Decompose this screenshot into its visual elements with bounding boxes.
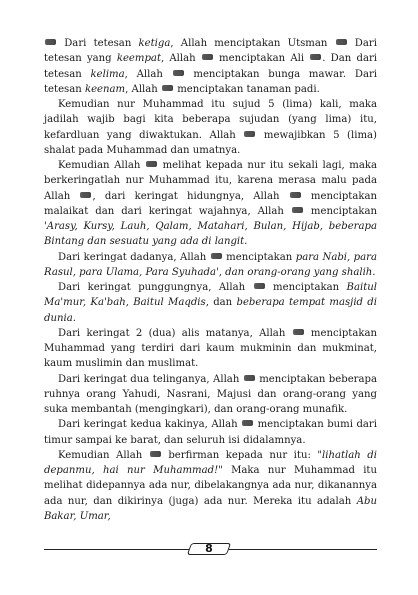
paragraph [44, 372, 377, 418]
honorific-glyph-icon [146, 161, 157, 167]
text-run: Dari keringat 2 (dua) alis matanya, Allah [58, 327, 292, 339]
honorific-glyph-icon [292, 207, 303, 213]
text-run: Kemudian nur Muhammad itu sujud 5 (lima) kali, maka jadilah wajib bagi kita beberapa sujudan (yang lima) itu, kefardluan yang diwaktukan. Allah [44, 99, 377, 141]
text-run: Kemudian Allah [58, 449, 149, 461]
honorific-glyph-icon [162, 85, 173, 91]
text-run: menciptakan [265, 282, 347, 293]
text-run: menciptakan [222, 251, 296, 263]
paragraph [44, 417, 377, 448]
text-run: Kemudian Allah [58, 160, 145, 171]
text-run: berfirman kepada nur itu: [161, 449, 318, 461]
text-run: menciptakan malaikat dan dari keringat wajahnya, Allah [44, 190, 377, 217]
paragraph [44, 250, 377, 281]
text-run: , Allah [125, 83, 162, 95]
honorific-glyph-icon [254, 283, 265, 289]
text-run: , Allah menciptakan Utsman [170, 38, 335, 49]
honorific-glyph-icon [211, 253, 222, 259]
text-run: , dan [205, 297, 237, 309]
italic-text: Baitul Ma'mur, Ka'bah, Baitul Maqdis [44, 282, 377, 309]
honorific-glyph-icon [290, 192, 301, 198]
paragraph [44, 97, 377, 158]
paragraph [44, 158, 377, 250]
italic-text: 'Arasy, Kursy, Lauh, Qalam, Matahari, Bulan, Hijab, beberapa Bintang dan sesuatu yang ada di langit. [44, 221, 377, 248]
page-body [44, 36, 377, 524]
page-number-text: 8 [205, 542, 213, 555]
italic-text: Abu Bakar, Umar, [44, 495, 377, 522]
italic-text: ketiga [138, 38, 171, 49]
italic-text: kelima [90, 68, 125, 80]
honorific-glyph-icon [293, 329, 304, 335]
paragraph [44, 36, 377, 97]
paragraph [44, 326, 377, 372]
honorific-glyph-icon [150, 451, 161, 457]
text-run: Dari keringat dua telinganya, Allah [58, 373, 243, 385]
page-number [189, 542, 229, 556]
italic-text: keempat [116, 53, 161, 65]
text-run: Maka nur Muhammad itu melihat didepannya ada nur, dibelakangnya ada nur, dikanannya ada nur, dan dikirinya (juga) ada nur. Mereka itu adalah [44, 465, 377, 507]
text-run: menciptakan Muhammad yang terdiri dari kaum mukminin dan mukminat, kaum muslimin dan muslimat. [44, 327, 378, 370]
text-run: . Dan dari tetesan [44, 53, 378, 80]
paragraph [44, 448, 377, 524]
text-run: , dari keringat hidungnya, Allah [92, 190, 289, 202]
honorific-glyph-icon [45, 39, 56, 45]
italic-text: para Nabi, para Rasul, para Ulama, Para Syuhada', dan orang-orang yang shalih. [44, 251, 378, 278]
text-run: menciptakan bumi dari timur sampai ke barat, dan seluruh isi didalamnya. [44, 419, 377, 446]
text-run: menciptakan beberapa ruhnya orang Yahudi, Nasrani, Majusi dan orang-orang yang suka membantah (mengingkari), dan orang-orang munafik. [44, 373, 377, 415]
paragraph [44, 280, 377, 326]
text-run: Dari tetesan [57, 38, 139, 49]
honorific-glyph-icon [244, 131, 255, 137]
text-run: , Allah [124, 68, 172, 80]
honorific-glyph-icon [80, 192, 91, 198]
italic-text: keenam [84, 83, 126, 95]
honorific-glyph-icon [173, 70, 184, 76]
text-run: , Allah [161, 53, 201, 65]
italic-text: beberapa tempat masjid di dunia. [44, 297, 377, 324]
honorific-glyph-icon [244, 375, 255, 381]
text-run: mewajibkan 5 (lima) shalat pada Muhammad dan umatnya. [44, 129, 377, 156]
text-run: menciptakan bunga mawar. Dari tetesan [44, 68, 378, 95]
honorific-glyph-icon [242, 420, 253, 426]
honorific-glyph-icon [202, 54, 213, 60]
text-run: Dari tetesan yang [44, 38, 377, 65]
italic-text: "lihatlah di depanmu, hai nur Muhammad!" [44, 449, 377, 476]
text-run: Dari keringat dadanya, Allah [58, 251, 210, 263]
text-run: Dari keringat kedua kakinya, Allah [58, 419, 242, 431]
text-run: Dari keringat punggungnya, Allah [58, 282, 253, 293]
text-run: menciptakan tanaman padi. [174, 83, 320, 95]
text-run: menciptakan Ali [213, 53, 310, 65]
text-run: melihat kepada nur itu sekali lagi, maka berkeringatlah nur Muhammad itu, karena merasa malu pada Allah [44, 160, 377, 202]
honorific-glyph-icon [310, 54, 321, 60]
honorific-glyph-icon [336, 39, 347, 45]
text-run: menciptakan [303, 205, 377, 217]
